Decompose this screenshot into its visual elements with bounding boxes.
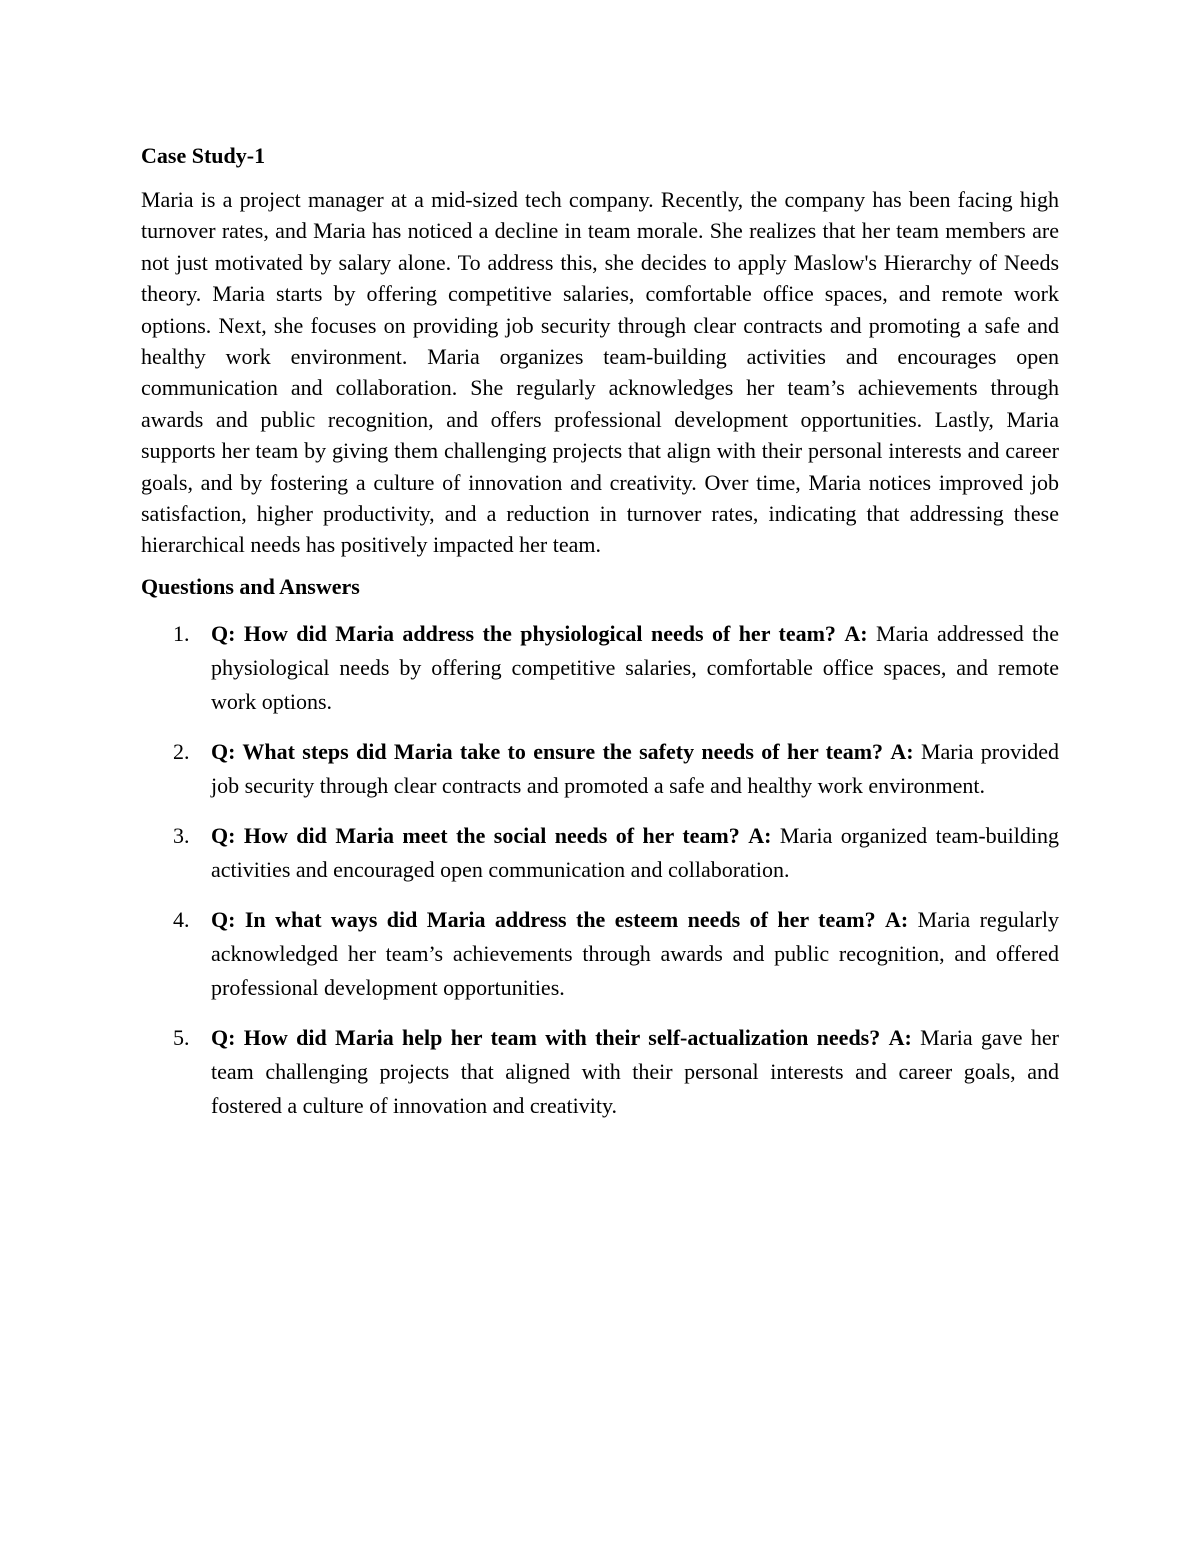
list-item — [141, 735, 1059, 803]
qa-list — [141, 617, 1059, 1123]
list-item — [141, 1021, 1059, 1123]
answer-label: A: — [888, 1024, 912, 1050]
answer-text: Maria organized team-building activities and encouraged open communication and collaboration. — [211, 822, 1059, 882]
list-number: 4. — [173, 906, 190, 932]
list-number: 1. — [173, 620, 190, 646]
list-number: 3. — [173, 822, 190, 848]
answer-label: A: — [885, 906, 909, 932]
answer-label: A: — [748, 822, 772, 848]
answer-text: Maria addressed the physiological needs by offering competitive salaries, comfortable office spaces, and remote work options. — [211, 620, 1060, 714]
list-item — [141, 819, 1059, 887]
questions-heading: Questions and Answers — [141, 573, 360, 599]
case-study-body: Maria is a project manager at a mid-sized tech company. Recently, the company has been facing high turnover rates, and Maria has noticed a decline in team morale. She realizes that her team members are not just motivated by salary alone. To address this, she decides to apply Maslow's Hierarchy of Needs theory. Maria starts by offering competitive salaries, comfortable office spaces, and remote work options. Next, she focuses on providing job security through clear contracts and promoting a safe and healthy work environment. Maria organizes team-building activities and encourages open communication and collaboration. She regularly acknowledges her team’s achievements through awards and public recognition, and offers professional development opportunities. Lastly, Maria supports her team by giving them challenging projects that align with their personal interests and career goals, and by fostering a culture of innovation and creativity. Over time, Maria notices improved job satisfaction, higher productivity, and a reduction in turnover rates, indicating that addressing these hierarchical needs has positively impacted her team. — [141, 187, 1059, 558]
answer-text: Maria gave her team challenging projects that aligned with their personal interests and career goals, and fostered a culture of innovation and creativity. — [211, 1024, 1059, 1118]
answer-label: A: — [844, 620, 868, 646]
question-text: Q: How did Maria address the physiological needs of her team? — [211, 620, 836, 646]
list-number: 5. — [173, 1024, 190, 1050]
list-number: 2. — [173, 738, 190, 764]
answer-label: A: — [890, 738, 914, 764]
question-text: Q: How did Maria meet the social needs of her team? — [211, 822, 740, 848]
question-text: Q: What steps did Maria take to ensure the safety needs of her team? — [211, 738, 884, 764]
question-text: Q: How did Maria help her team with their self-actualization needs? — [211, 1024, 881, 1050]
answer-text: Maria provided job security through clear contracts and promoted a safe and healthy work environment. — [211, 738, 1059, 798]
answer-text: Maria regularly acknowledged her team’s achievements through awards and public recognition, and offered professional development opportunities. — [211, 906, 1060, 1000]
list-item — [141, 903, 1059, 1005]
list-item — [141, 617, 1059, 719]
question-text: Q: In what ways did Maria address the esteem needs of her team? — [211, 906, 876, 932]
document-page — [141, 140, 1059, 1139]
case-study-title: Case Study-1 — [141, 143, 266, 168]
